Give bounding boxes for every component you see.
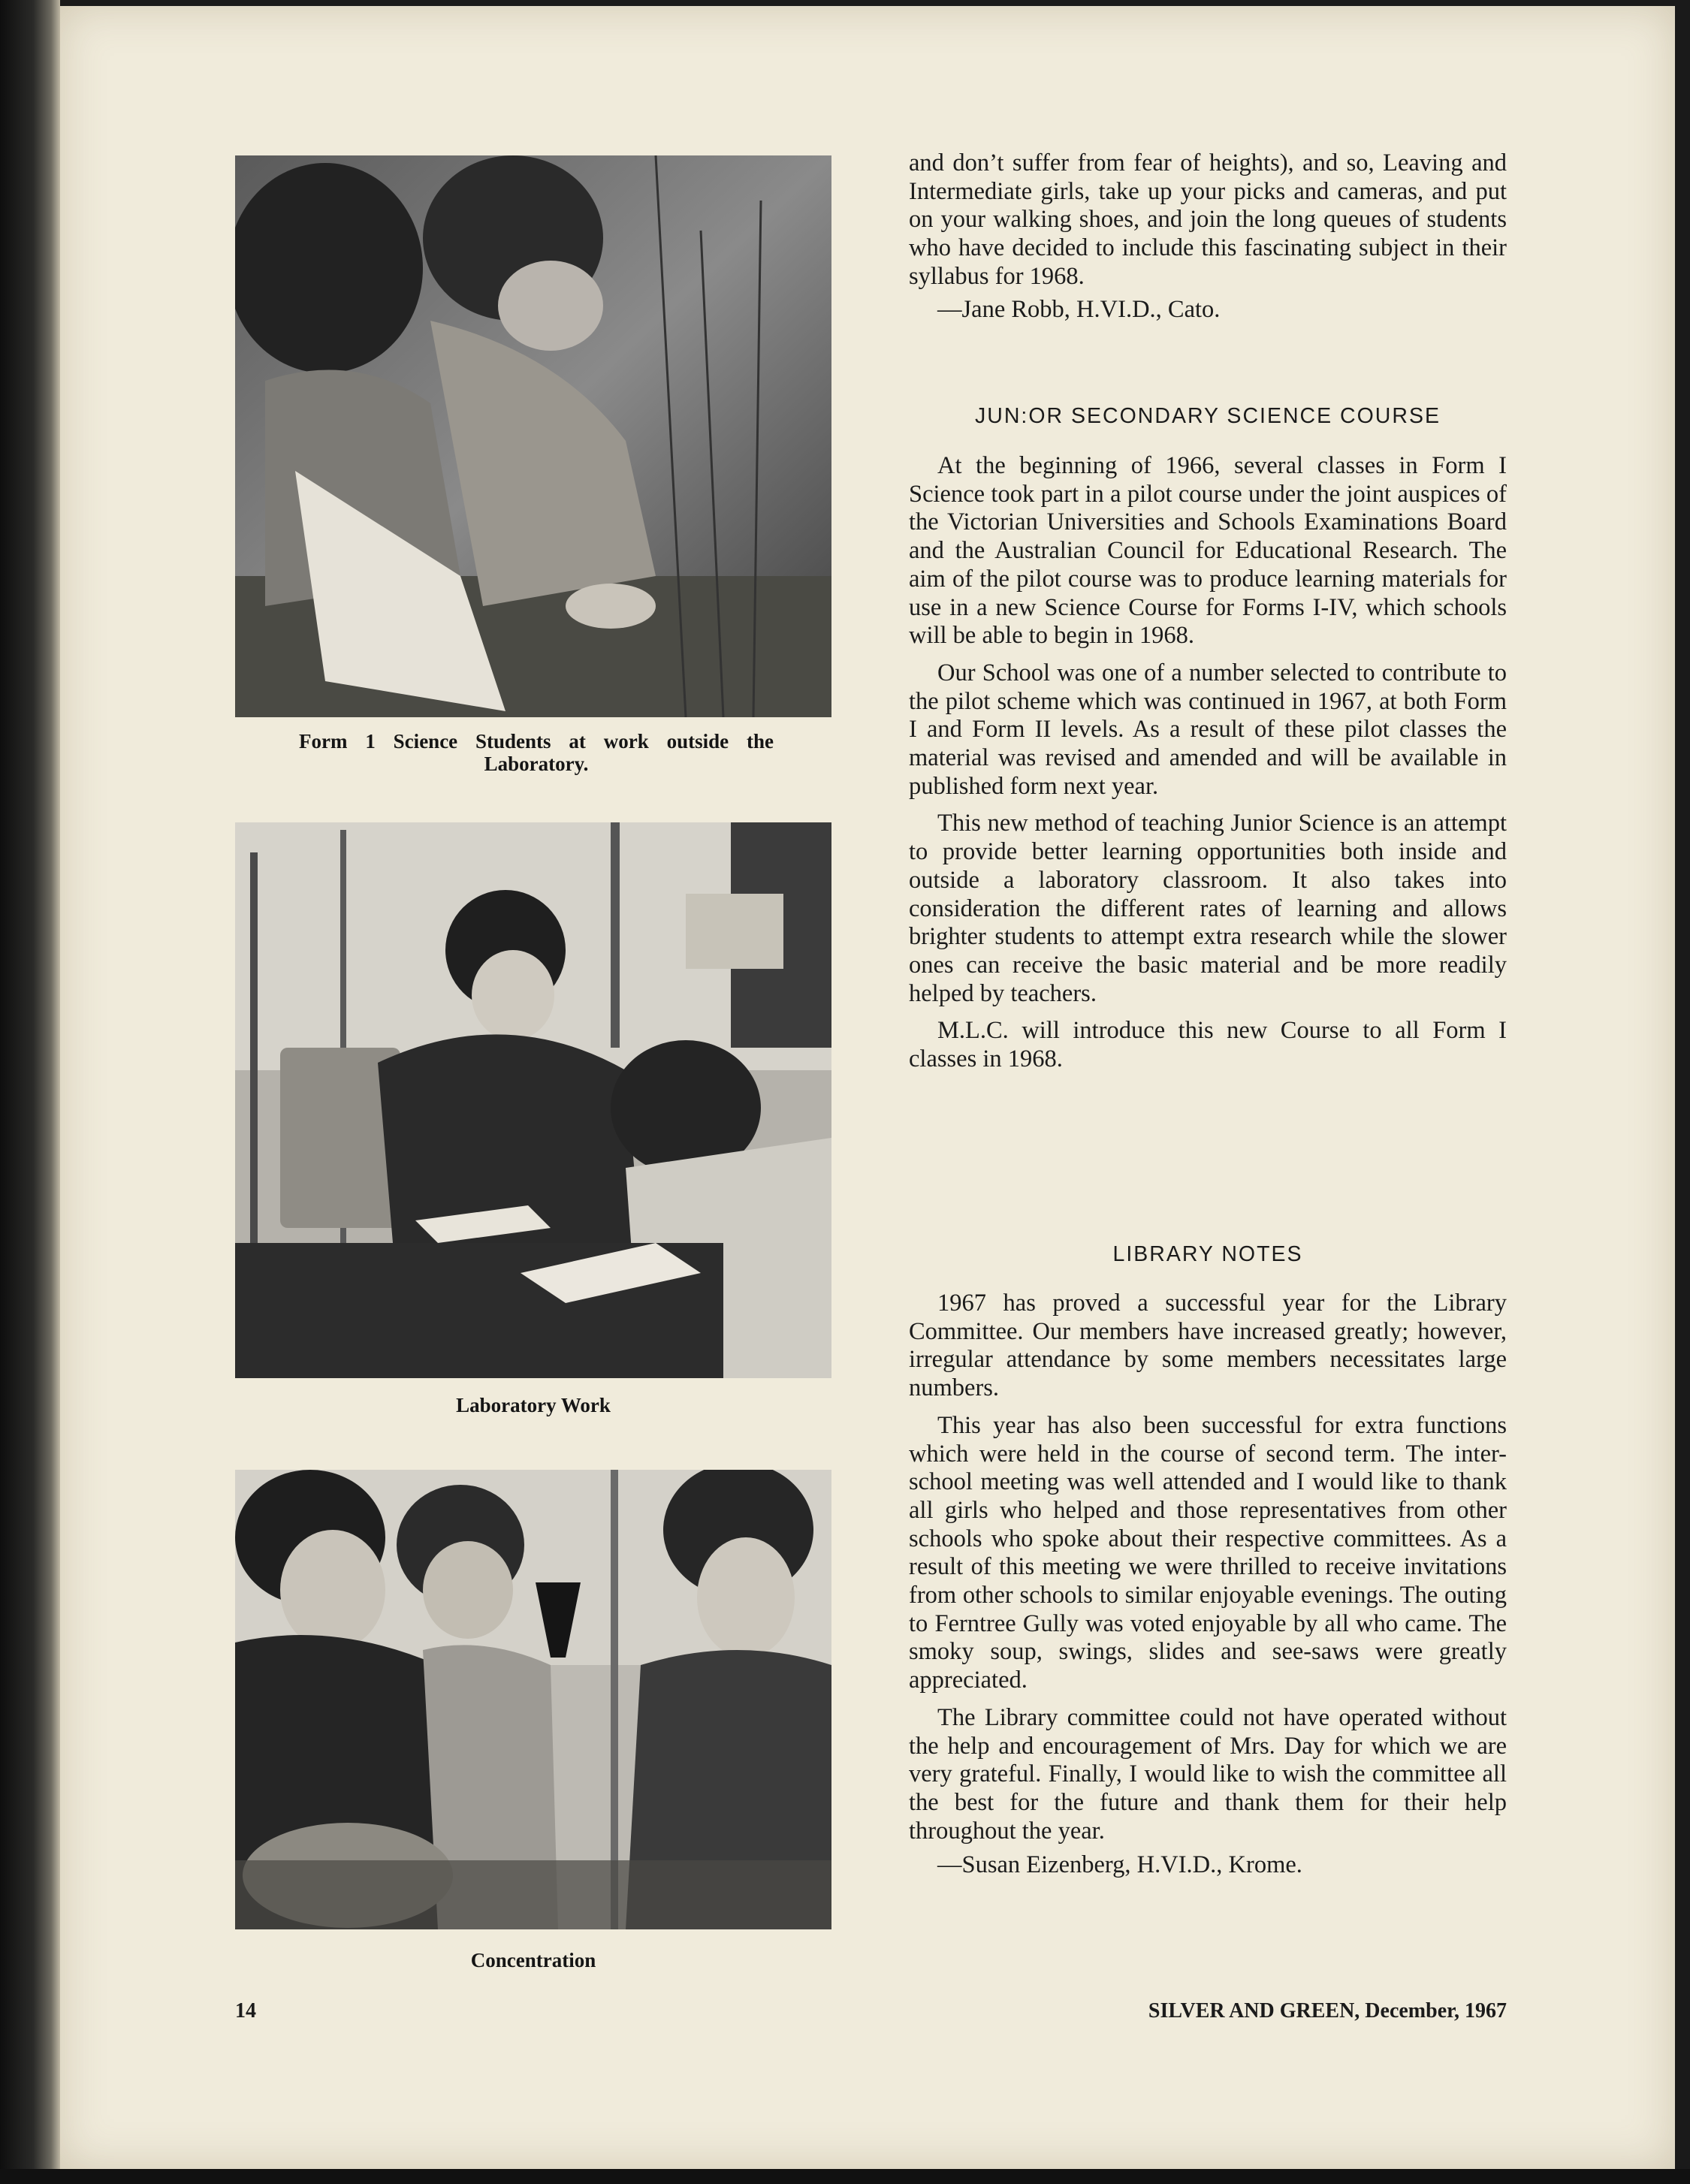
page-number: 14 <box>235 1999 256 2023</box>
article-continuation-signature: —Jane Robb, H.VI.D., Cato. <box>937 295 1221 323</box>
book-spine <box>0 0 60 2184</box>
photo-laboratory-work <box>235 822 831 1378</box>
science-course-paragraph: M.L.C. will introduce this new Course to all Form I classes in 1968. <box>909 1017 1507 1073</box>
library-notes-body <box>909 1290 1507 1880</box>
science-course-paragraph: This new method of teaching Junior Science is an attempt to provide better learning opportunities both inside and outside a laboratory classroom. It also takes into consideration the different rates of learning and allows brighter students to attempt extra research while the slower ones can receive the basic material and be more readily helped by teachers. <box>909 810 1507 1007</box>
science-course-paragraph: Our School was one of a number selected to contribute to the pilot scheme which was continued in 1967, at both Form I and Form II levels. As a result of these pilot classes the material was revised and amended and will be available in published form next year. <box>909 659 1507 800</box>
article-continuation-text: and don’t suffer from fear of heights), and so, Leaving and Intermediate girls, take up your picks and cameras, and put on your walking shoes, and join the long queues of students who have decided to include this fascinating subject in their syllabus for 1968. <box>909 149 1507 290</box>
library-notes-signature: —Susan Eizenberg, H.VI.D., Krome. <box>937 1851 1302 1879</box>
photo-caption-3: Concentration <box>470 1949 596 1971</box>
science-course-body <box>909 452 1507 1074</box>
library-notes-paragraph: 1967 has proved a successful year for the Library Committee. Our members have increased greatly; however, irregular attendance by some members necessitates large numbers. <box>909 1290 1507 1402</box>
library-notes-heading: LIBRARY NOTES <box>1112 1242 1303 1266</box>
photo-outdoor-students <box>235 155 831 717</box>
science-course-paragraph: At the beginning of 1966, several classes in Form I Science took part in a pilot course under the joint auspices of the Victorian Universities and Schools Examinations Board and the Australian Council for Educational Research. The aim of the pilot course was to produce learning materials for use in a new Science Course for Forms I-IV, which schools will be able to begin in 1968. <box>909 452 1507 650</box>
scan-edge <box>0 2169 1690 2184</box>
article-continuation <box>909 149 1507 324</box>
photo-concentration <box>235 1470 831 1929</box>
photo-caption-2: Laboratory Work <box>456 1394 611 1416</box>
publication-footer: SILVER AND GREEN, December, 1967 <box>1148 1999 1507 2023</box>
science-course-heading: JUN:OR SECONDARY SCIENCE COURSE <box>975 404 1441 428</box>
library-notes-paragraph: This year has also been successful for extra functions which were held in the course of second term. The inter-school meeting was well attended and I would like to thank all girls who helped and those representatives from other schools who spoke about their respective committees. As a result of this meeting we were thrilled to receive invitations from other schools to similar enjoyable evenings. The outing to Ferntree Gully was voted enjoyable by all who came. The smoky soup, swings, slides and see-saws were greatly appreciated. <box>909 1411 1507 1694</box>
library-notes-paragraph: The Library committee could not have operated without the help and encouragement of Mrs. Day for which we are very grateful. Finally, I would like to wish the committee all the best for the future and thank them for their help throughout the year. <box>909 1703 1507 1845</box>
photo-caption-1: Form 1 Science Students at work outside the Laboratory. <box>299 730 774 775</box>
